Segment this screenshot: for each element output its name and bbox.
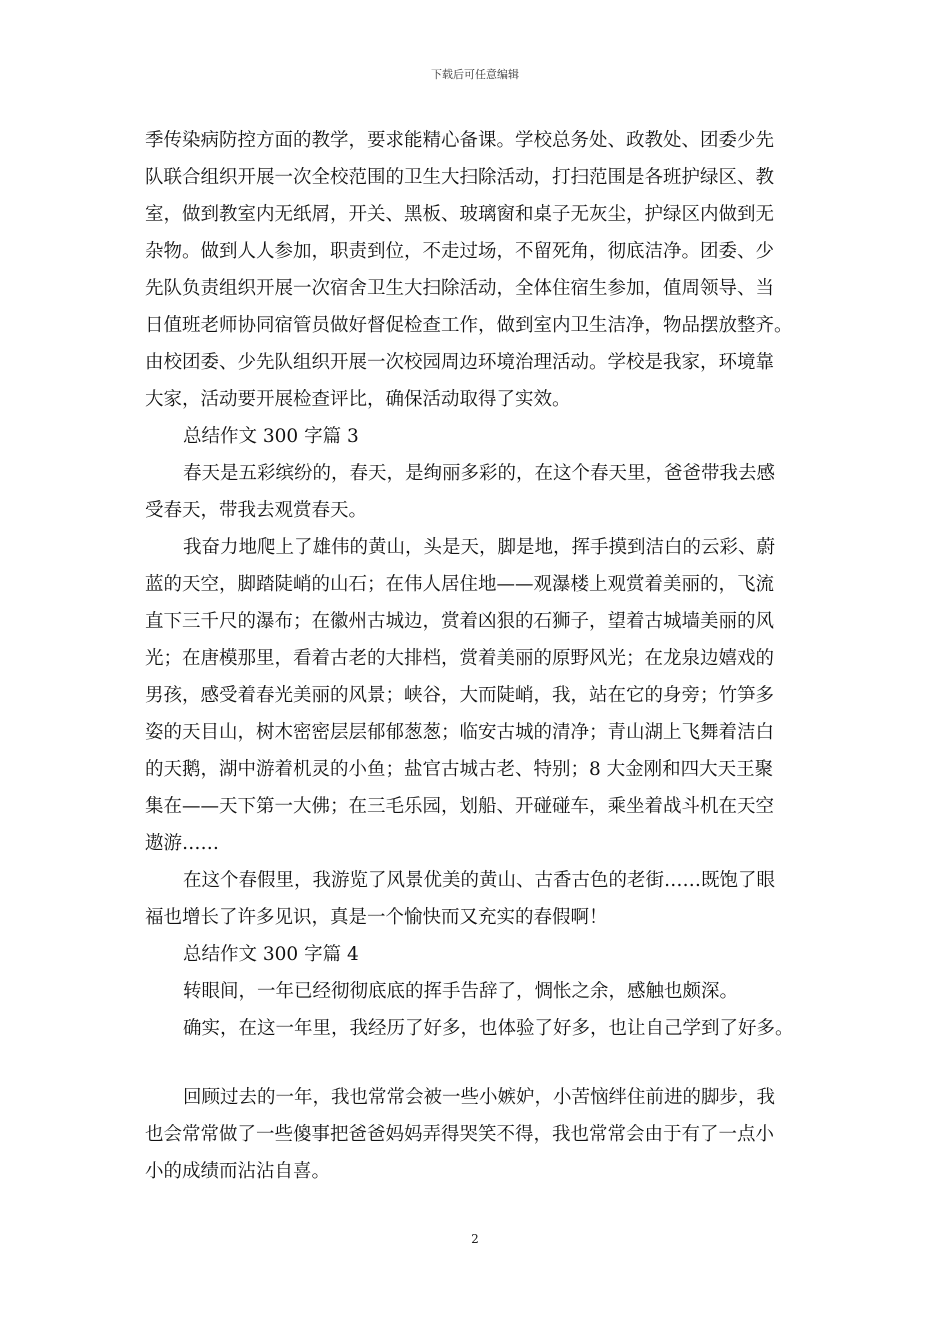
text-line: 春天是五彩缤纷的，春天，是绚丽多彩的，在这个春天里，爸爸带我去感 <box>183 463 776 484</box>
text-line: 回顾过去的一年，我也常常会被一些小嫉妒，小苦恼绊住前进的脚步，我 <box>183 1087 776 1108</box>
text-line: 大家，活动要开展检查评比，确保活动取得了实效。 <box>145 389 571 410</box>
text-line: 遨游…… <box>145 833 220 854</box>
paragraph-gap <box>145 1047 825 1079</box>
text-line: 小的成绩而沾沾自喜。 <box>145 1161 331 1182</box>
text-line: 转眼间，一年已经彻彻底底的挥手告辞了，惆怅之余，感触也颇深。 <box>183 981 739 1002</box>
page-number: 2 <box>471 1232 479 1246</box>
text-line: 男孩，感受着春光美丽的风景；峡谷，大而陡峭，我，站在它的身旁；竹笋多 <box>145 685 775 706</box>
text-line: 室，做到教室内无纸屑，开关、黑板、玻璃窗和桌子无灰尘，护绿区内做到无 <box>145 204 775 225</box>
document-body <box>145 122 825 1190</box>
text-line: 的天鹅，湖中游着机灵的小鱼；盐官古城古老、特别；8 大金刚和四大天王聚 <box>145 759 774 780</box>
text-line: 在这个春假里，我游览了风景优美的黄山、古香古色的老街……既饱了眼 <box>183 870 776 891</box>
text-line: 也会常常做了一些傻事把爸爸妈妈弄得哭笑不得，我也常常会由于有了一点小 <box>145 1124 775 1145</box>
text-line: 受春天，带我去观赏春天。 <box>145 500 368 521</box>
section-heading: 总结作文 300 字篇 3 <box>183 426 359 447</box>
text-line: 福也增长了许多见识，真是一个愉快而又充实的春假啊！ <box>145 907 608 928</box>
text-line: 确实，在这一年里，我经历了好多，也体验了好多，也让自己学到了好多。 <box>183 1018 794 1039</box>
text-line: 光；在唐模那里，看着古老的大排档，赏着美丽的原野风光；在龙泉边嬉戏的 <box>145 648 775 669</box>
text-line: 直下三千尺的瀑布；在徽州古城边，赏着凶狠的石狮子，望着古城墙美丽的风 <box>145 611 775 632</box>
text-line: 姿的天目山，树木密密层层郁郁葱葱；临安古城的清净；青山湖上飞舞着洁白 <box>145 722 775 743</box>
text-line: 蓝的天空，脚踏陡峭的山石；在伟人居住地——观瀑楼上观赏着美丽的，飞流 <box>145 574 775 595</box>
text-line: 队联合组织开展一次全校范围的卫生大扫除活动，打扫范围是各班护绿区、教 <box>145 167 775 188</box>
text-line: 集在——天下第一大佛；在三毛乐园，划船、开碰碰车，乘坐着战斗机在天空 <box>145 796 775 817</box>
page-header-note: 下载后可任意编辑 <box>431 68 519 81</box>
text-line: 我奋力地爬上了雄伟的黄山，头是天，脚是地，挥手摸到洁白的云彩、蔚 <box>183 537 776 558</box>
text-line: 日值班老师协同宿管员做好督促检查工作，做到室内卫生洁净，物品摆放整齐。 <box>145 315 793 336</box>
text-line: 先队负责组织开展一次宿舍卫生大扫除活动，全体住宿生参加，值周领导、当 <box>145 278 775 299</box>
text-line: 杂物。做到人人参加，职责到位，不走过场，不留死角，彻底洁净。团委、少 <box>145 241 775 262</box>
section-heading: 总结作文 300 字篇 4 <box>183 944 359 965</box>
text-line: 由校团委、少先队组织开展一次校园周边环境治理活动。学校是我家，环境靠 <box>145 352 775 373</box>
text-line: 季传染病防控方面的教学，要求能精心备课。学校总务处、政教处、团委少先 <box>145 130 775 151</box>
